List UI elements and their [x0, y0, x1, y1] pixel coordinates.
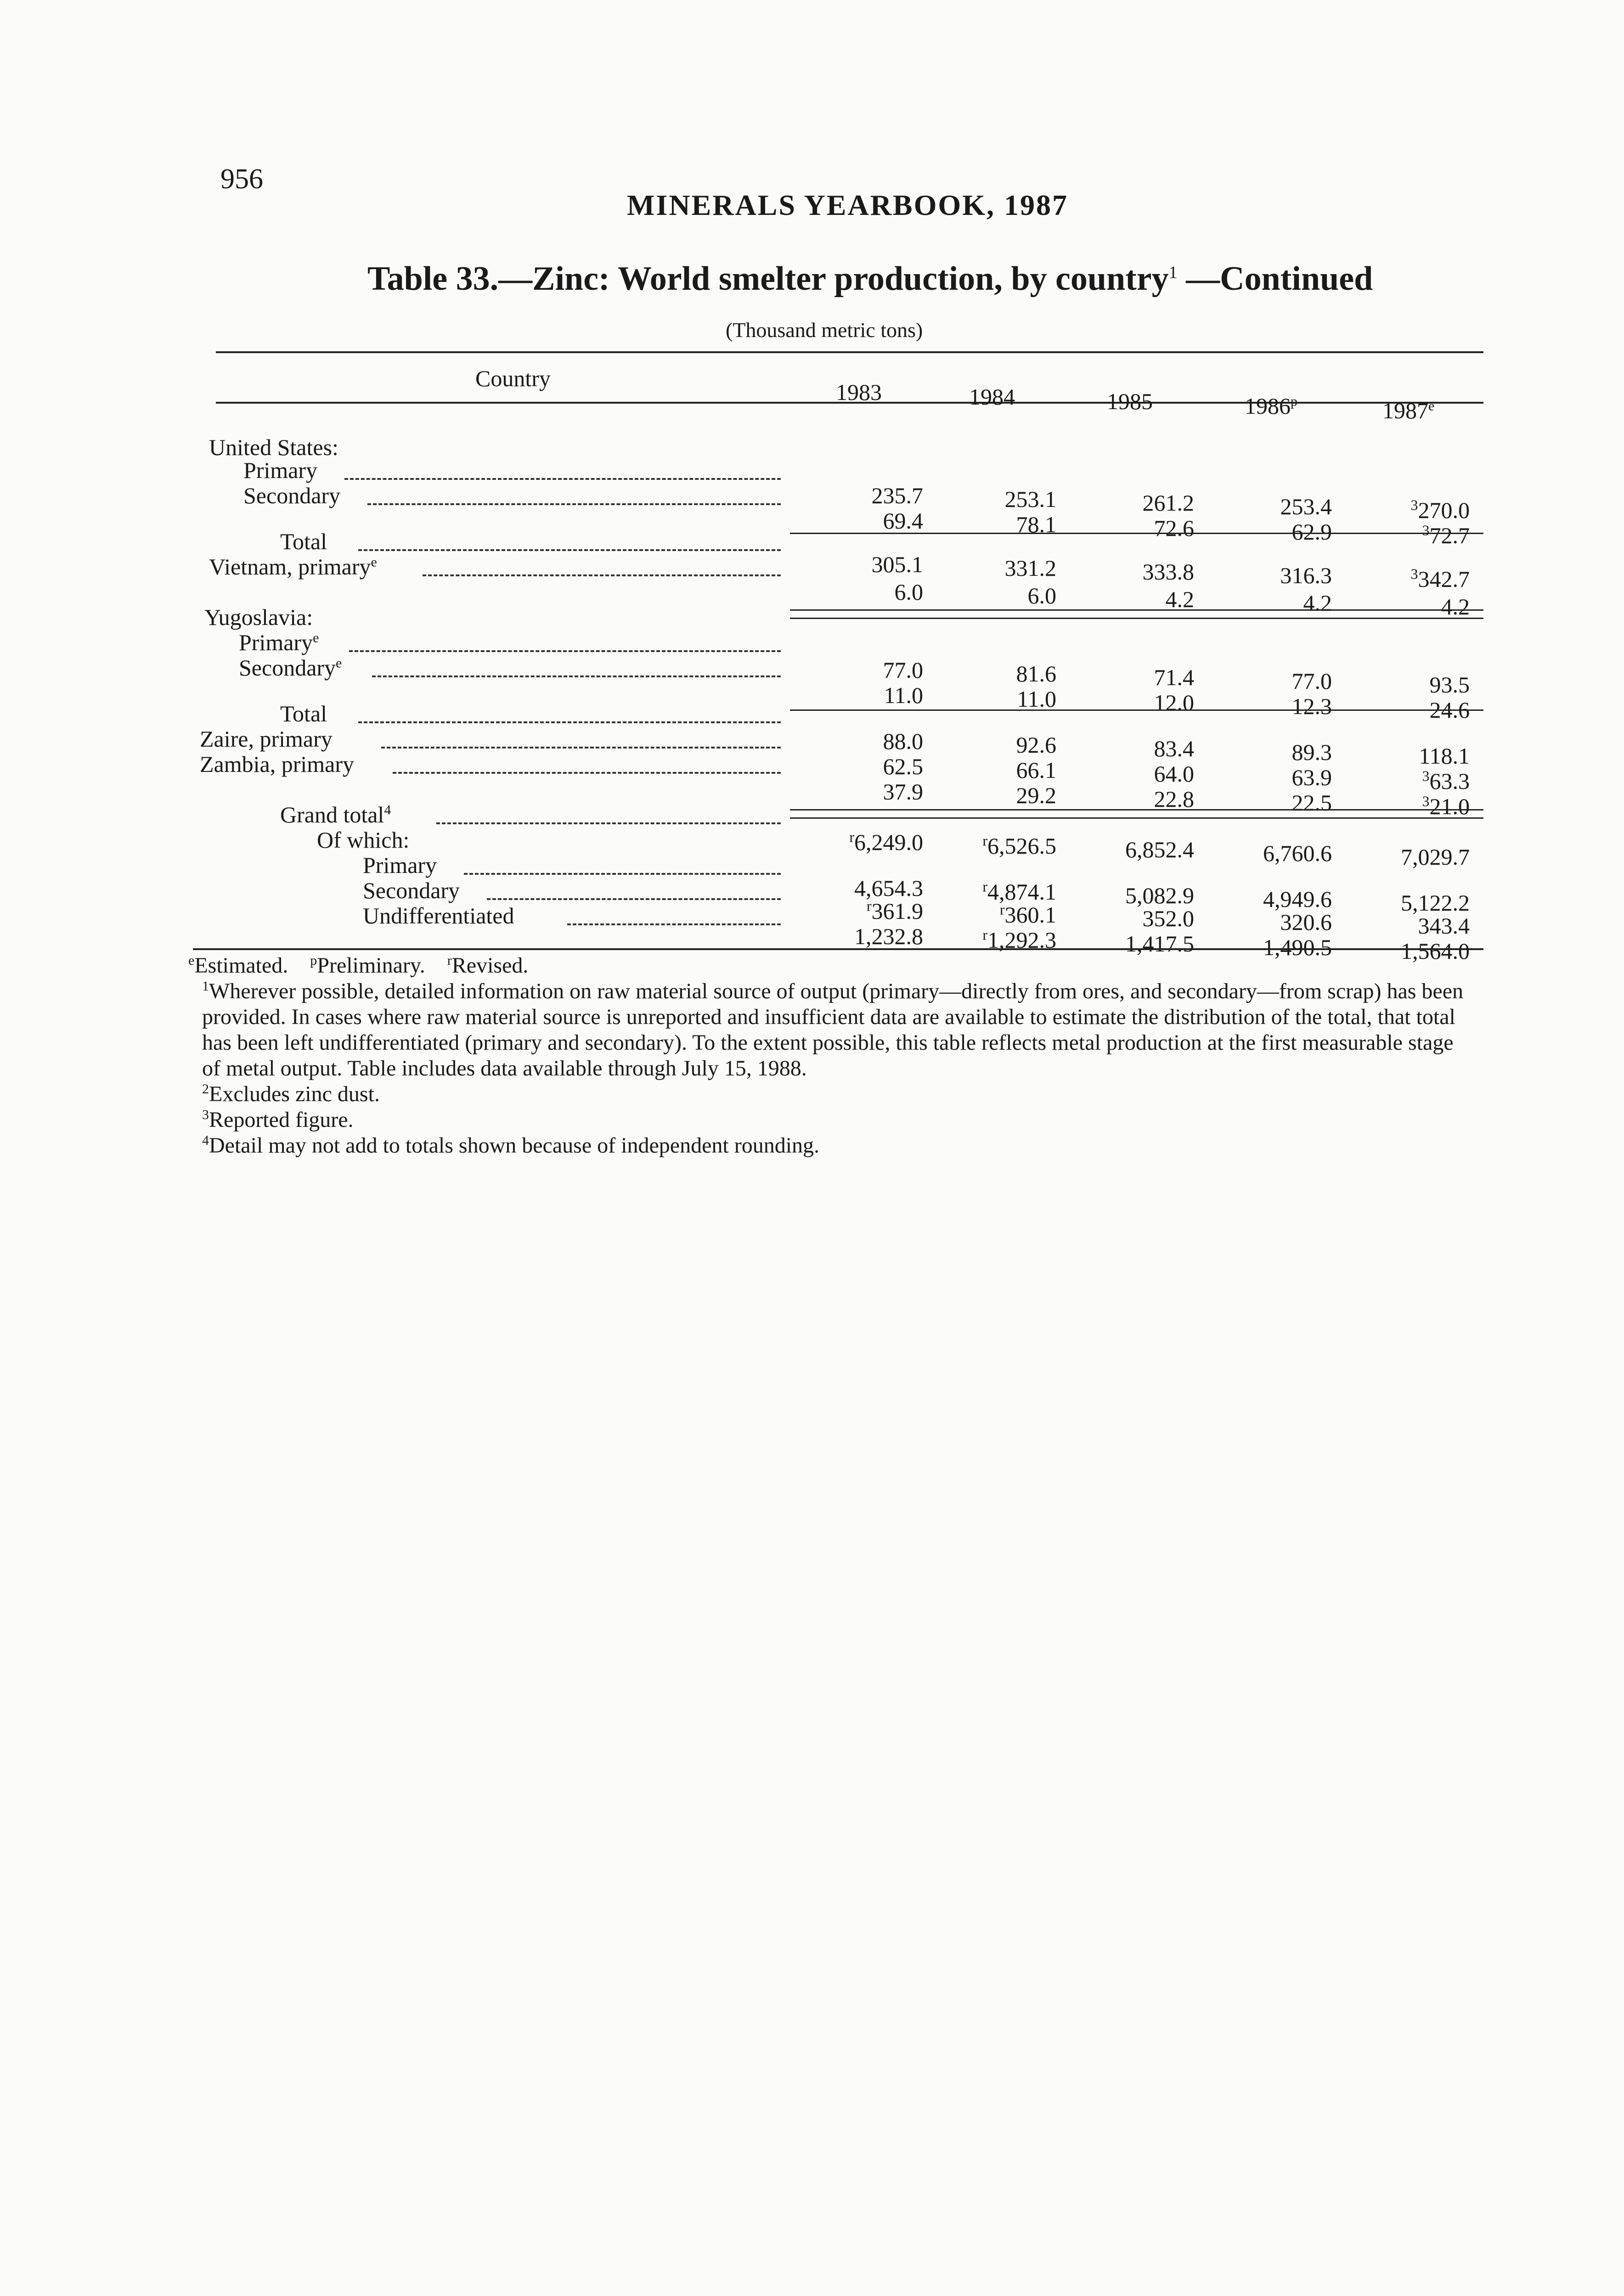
footnote-text: Excludes zinc dust. [209, 1082, 380, 1106]
grand-total-rule-2 [790, 817, 1483, 819]
cell-note-mark: r [982, 926, 987, 943]
table-cell [937, 660, 1056, 687]
cell-value: 4.2 [1165, 586, 1194, 612]
cell-note-mark: 3 [1410, 565, 1418, 582]
running-head: MINERALS YEARBOOK, 1987 [627, 189, 1068, 221]
cell-value: 1,232.8 [854, 923, 923, 949]
table-cell [1075, 558, 1194, 585]
legend-mark: e [188, 953, 195, 968]
row-label [243, 457, 317, 484]
cell-value: 72.6 [1154, 515, 1194, 541]
dot-leader [372, 675, 781, 677]
cell-value: 88.0 [883, 728, 923, 754]
dot-leader [487, 898, 781, 900]
cell-note-mark: r [982, 832, 987, 849]
column-header-year [1382, 397, 1434, 424]
table-cell [1075, 586, 1194, 613]
column-header-year [969, 383, 1015, 410]
footnote [188, 1081, 1465, 1107]
row-label [363, 852, 437, 878]
dot-leader [344, 478, 781, 480]
row-note-mark: e [336, 655, 342, 671]
cell-value: 63.3 [1429, 768, 1470, 794]
legend-mark: p [310, 953, 317, 968]
table-cell [937, 582, 1056, 609]
cell-value: 1,564.0 [1401, 938, 1470, 964]
table-cell [1212, 840, 1332, 867]
table-subtitle: (Thousand metric tons) [726, 318, 923, 342]
table-cell [937, 833, 1056, 859]
subtotal-rule-vietnam-1 [790, 609, 1483, 611]
table-cell [1350, 566, 1470, 592]
row-label [239, 654, 342, 681]
year-note-mark: e [1428, 398, 1435, 414]
table-title-suffix: —Continued [1177, 260, 1373, 298]
cell-value: 24.6 [1429, 697, 1470, 723]
footnote-mark: 3 [202, 1107, 209, 1122]
subtotal-rule-yugoslavia [790, 709, 1483, 711]
table-cell [937, 757, 1056, 783]
grand-total-rule-1 [790, 809, 1483, 810]
row-label [280, 801, 391, 828]
cell-value: 83.4 [1154, 736, 1194, 761]
table-cell [804, 551, 923, 578]
cell-value: 331.2 [1004, 555, 1056, 581]
table-title [367, 259, 1373, 298]
cell-value: 66.1 [1016, 757, 1056, 783]
legend-text: Preliminary. [317, 953, 425, 978]
cell-note-mark: 3 [1422, 793, 1430, 810]
table-cell [1075, 735, 1194, 762]
footnote [188, 979, 1465, 1081]
cell-value: 12.3 [1291, 693, 1332, 719]
row-note-mark: e [371, 554, 377, 570]
dot-leader [381, 747, 781, 748]
cell-value: 7,029.7 [1401, 844, 1470, 870]
cell-value: 78.1 [1016, 512, 1056, 537]
dot-leader [358, 721, 781, 723]
row-label [243, 482, 340, 509]
subtotal-rule-us [790, 533, 1483, 534]
table-cell [1075, 786, 1194, 812]
cell-value: 333.8 [1142, 559, 1194, 585]
cell-value: 4,949.6 [1263, 886, 1332, 912]
cell-value: 12.0 [1154, 690, 1194, 715]
cell-value: 93.5 [1429, 672, 1470, 698]
cell-value: 29.2 [1016, 782, 1056, 808]
dot-leader [464, 873, 781, 875]
cell-value: 89.3 [1291, 739, 1332, 765]
column-header-year [1107, 388, 1153, 415]
table-bottom-rule [193, 948, 1483, 950]
cell-value: 64.0 [1154, 761, 1194, 787]
footnote-mark: 2 [202, 1081, 209, 1097]
table-cell [1212, 493, 1332, 520]
footnote-text: Detail may not add to totals shown because of independent rounding. [209, 1133, 820, 1158]
cell-value: 72.7 [1429, 523, 1470, 548]
cell-note-mark: r [849, 828, 854, 845]
year-note-mark: p [1291, 394, 1297, 409]
table-cell [1350, 522, 1470, 549]
cell-value: 1,417.5 [1125, 931, 1194, 957]
table-cell [804, 579, 923, 605]
table-cell [1212, 518, 1332, 545]
cell-value: 21.0 [1429, 793, 1470, 819]
cell-value: 5,082.9 [1125, 883, 1194, 908]
cell-value: 4,874.1 [987, 879, 1056, 905]
row-label [200, 726, 333, 752]
cell-value: 270.0 [1418, 497, 1470, 523]
table-cell [937, 782, 1056, 809]
table-cell [1212, 764, 1332, 791]
cell-value: 6,760.6 [1263, 840, 1332, 866]
table-cell [1075, 515, 1194, 541]
dot-leader [367, 503, 781, 505]
cell-value: 11.0 [1017, 686, 1056, 712]
table-cell [1350, 497, 1470, 523]
cell-value: 22.8 [1154, 786, 1194, 812]
row-note-mark: 4 [384, 802, 391, 818]
dot-leader [423, 574, 781, 576]
table-cell [1212, 909, 1332, 935]
table-cell [1350, 768, 1470, 794]
row-label-text: Total [280, 529, 327, 554]
footnotes [188, 953, 1465, 1159]
footnote-text: Wherever possible, detailed information on raw material source of output (primary—directly from ores, and secondary—from scrap) has been provided. In cases where raw material source is unreported and insufficient data are available to estimate the distribution of the total, that total has been left undifferentiated (primary and secondary). To the extent possible, this table reflects metal production at the first measurable stage of metal output. Table includes data available through July 15, 1988. [202, 979, 1464, 1080]
page-number: 956 [220, 163, 263, 195]
row-label-text: United States: [209, 434, 338, 460]
table-cell [1075, 490, 1194, 516]
cell-value: 305.1 [871, 551, 923, 577]
cell-value: 4.2 [1303, 590, 1332, 616]
column-header-year [836, 379, 882, 405]
dot-leader [349, 650, 781, 652]
cell-value: 235.7 [871, 483, 923, 508]
table-cell [1350, 793, 1470, 820]
table-title-text: Table 33.—Zinc: World smelter production, by country [367, 260, 1169, 298]
table-cell [937, 486, 1056, 512]
table-cell [804, 923, 923, 950]
table-cell [1350, 593, 1470, 620]
table-cell [1075, 905, 1194, 932]
row-label-text: Yugoslavia: [204, 604, 313, 630]
table-cell [804, 753, 923, 780]
row-label-text: Secondary [363, 878, 460, 903]
cell-value: 316.3 [1280, 563, 1332, 588]
footnote-legend [188, 953, 1465, 979]
table-cell [804, 728, 923, 754]
cell-note-mark: r [982, 878, 987, 895]
row-label-text: Secondary [243, 483, 341, 508]
cell-value: 1,490.5 [1263, 934, 1332, 960]
table-cell [1350, 912, 1470, 939]
table-cell [937, 732, 1056, 758]
dot-leader [567, 923, 781, 925]
cell-value: 63.9 [1291, 765, 1332, 790]
year-label: 1986 [1245, 393, 1291, 419]
row-label [363, 877, 460, 904]
dot-leader [358, 549, 781, 551]
table-cell [804, 482, 923, 509]
cell-value: 92.6 [1016, 732, 1056, 758]
row-label [280, 528, 327, 555]
year-label: 1984 [969, 384, 1015, 410]
row-label-text: Primary [239, 630, 313, 655]
column-header-year [1245, 393, 1297, 419]
cell-value: 361.9 [871, 898, 923, 924]
cell-value: 343.4 [1418, 913, 1470, 939]
legend-mark: r [447, 953, 452, 968]
table-cell [1350, 743, 1470, 769]
cell-value: 37.9 [883, 779, 923, 805]
cell-value: 6,852.4 [1125, 837, 1194, 862]
cell-value: 342.7 [1418, 566, 1470, 592]
cell-value: 6.0 [894, 579, 923, 605]
cell-value: 77.0 [1291, 668, 1332, 694]
table-cell [1075, 760, 1194, 787]
legend-text: Revised. [451, 953, 529, 978]
table-cell [1350, 671, 1470, 698]
table-cell [804, 682, 923, 709]
footnote-text: Reported figure. [209, 1108, 354, 1132]
cell-value: 352.0 [1142, 906, 1194, 931]
table-cell [1212, 789, 1332, 816]
table-cell [1212, 668, 1332, 694]
footnote-mark: 4 [202, 1133, 209, 1148]
table-cell [1212, 562, 1332, 589]
table-cell [937, 686, 1056, 712]
table-cell [1350, 844, 1470, 870]
cell-value: 69.4 [883, 508, 923, 534]
row-label [209, 553, 377, 580]
year-label: 1985 [1107, 388, 1153, 414]
cell-value: 253.4 [1280, 494, 1332, 519]
table-cell [804, 507, 923, 534]
table-top-rule [216, 351, 1483, 353]
legend-text: Estimated. [194, 953, 288, 978]
footnote-list [188, 979, 1465, 1159]
row-note-mark: e [313, 630, 319, 646]
cell-note-mark: r [866, 897, 872, 914]
cell-value: 77.0 [883, 657, 923, 683]
cell-value: 62.5 [883, 754, 923, 779]
cell-value: 261.2 [1142, 490, 1194, 516]
row-label-text: Total [280, 701, 327, 726]
table-cell [1075, 689, 1194, 716]
dot-leader [436, 822, 781, 824]
cell-value: 4,654.3 [854, 875, 923, 901]
cell-value: 22.5 [1291, 790, 1332, 816]
row-label [363, 902, 514, 929]
table-cell [1212, 693, 1332, 720]
cell-value: 360.1 [1004, 902, 1056, 928]
footnote-mark: 1 [202, 979, 209, 994]
row-label [204, 604, 313, 630]
cell-value: 6,526.5 [987, 833, 1056, 859]
table-cell [804, 657, 923, 683]
row-label [317, 827, 409, 853]
table-cell [804, 898, 923, 924]
cell-note-mark: 3 [1410, 496, 1418, 513]
cell-value: 62.9 [1291, 519, 1332, 545]
table-cell [937, 555, 1056, 581]
table-cell [804, 829, 923, 855]
footnote [188, 1133, 1465, 1159]
row-label-text: Primary [363, 852, 437, 878]
table-title-note: 1 [1168, 263, 1178, 282]
dot-leader [393, 772, 781, 774]
subtotal-rule-vietnam-2 [790, 618, 1483, 619]
table-cell [804, 778, 923, 805]
table-cell [1075, 664, 1194, 691]
cell-note-mark: r [999, 901, 1005, 918]
cell-value: 6.0 [1027, 583, 1056, 608]
cell-note-mark: 3 [1422, 522, 1430, 539]
row-label-text: Vietnam, primary [209, 554, 371, 580]
cell-value: 1,292.3 [987, 927, 1056, 953]
row-label-text: Secondary [239, 655, 336, 681]
row-label [239, 629, 319, 656]
year-label: 1983 [836, 379, 882, 405]
table-cell [1075, 836, 1194, 863]
cell-value: 81.6 [1016, 661, 1056, 687]
cell-value: 5,122.2 [1401, 890, 1470, 916]
cell-value: 4.2 [1441, 594, 1470, 619]
column-header-country: Country [475, 366, 551, 391]
row-label-text: Grand total [280, 802, 384, 827]
cell-value: 11.0 [884, 682, 923, 708]
table-cell [1212, 590, 1332, 616]
row-label-text: Zaire, primary [200, 726, 333, 752]
cell-value: 253.1 [1004, 486, 1056, 512]
cell-note-mark: 3 [1422, 767, 1430, 784]
footnote [188, 1107, 1465, 1133]
row-label-text: Zambia, primary [200, 751, 354, 777]
row-label [280, 700, 327, 727]
table-cell [1212, 739, 1332, 765]
year-label: 1987 [1382, 398, 1428, 423]
table-cell [937, 901, 1056, 928]
cell-value: 71.4 [1154, 664, 1194, 690]
row-label-text: Primary [243, 457, 318, 483]
cell-value: 118.1 [1419, 743, 1470, 769]
row-label-text: Undifferentiated [363, 903, 514, 929]
cell-value: 6,249.0 [854, 829, 923, 855]
row-label-text: Of which: [317, 827, 410, 853]
cell-value: 320.6 [1280, 909, 1332, 935]
row-label [200, 751, 354, 777]
